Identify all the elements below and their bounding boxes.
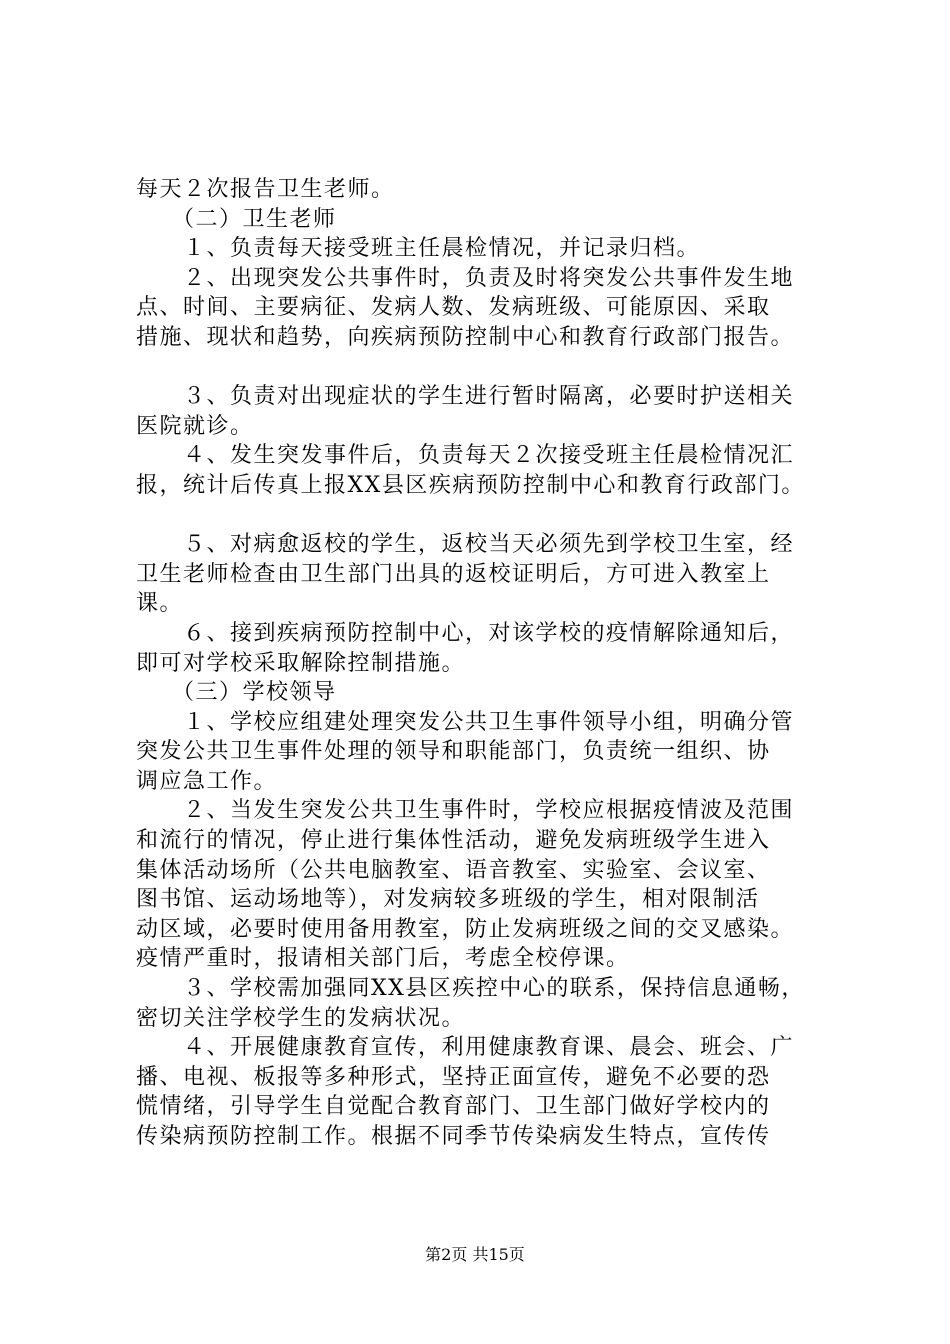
text-line: ３、学校需加强同XX县区疾控中心的联系，保持信息通畅，: [136, 976, 805, 1002]
text-line: １、学校应组建处理突发公共卫生事件领导小组，明确分管: [136, 709, 795, 735]
text-line: ２、出现突发公共事件时，负责及时将突发公共事件发生地: [136, 265, 795, 291]
text-line: 慌情绪，引导学生自觉配合教育部门、卫生部门做好学校内的: [136, 1094, 771, 1120]
text-line: ２、当发生突发公共卫生事件时，学校应根据疫情波及范围: [136, 798, 795, 824]
text-line: 报，统计后传真上报XX县区疾病预防控制中心和教育行政部门。: [136, 472, 805, 498]
text-line: ４、开展健康教育宣传，利用健康教育课、晨会、班会、广: [136, 1035, 795, 1061]
text-line: 卫生老师检查由卫生部门出具的返校证明后，方可进入教室上: [136, 561, 771, 587]
text-line: 播、电视、板报等多种形式，坚持正面宣传，避免不必要的恐: [136, 1064, 771, 1090]
text-line: 每天２次报告卫生老师。: [136, 177, 395, 202]
text-line: 突发公共卫生事件处理的领导和职能部门，负责统一组织、协: [136, 739, 771, 765]
text-line: 调应急工作。: [136, 768, 278, 794]
text-line: 措施、现状和趋势，向疾病预防控制中心和教育行政部门报告。: [136, 324, 795, 350]
text-line: 医院就诊。: [136, 413, 254, 439]
text-line: 图书馆、运动场地等），对发病较多班级的学生，相对限制活: [136, 887, 760, 913]
text-line: 动区域，必要时使用备用教室，防止发病班级之间的交叉感染。: [136, 916, 795, 942]
text-line: 密切关注学校学生的发病状况。: [136, 1005, 466, 1031]
text-line: ６、接到疾病预防控制中心，对该学校的疫情解除通知后，: [136, 620, 795, 646]
text-line: （三）学校领导: [136, 680, 337, 706]
text-line: 疫情严重时，报请相关部门后，考虑全校停课。: [136, 946, 630, 972]
blank-line: [136, 353, 836, 383]
text-line: 课。: [136, 591, 184, 617]
text-line: ３、负责对出现症状的学生进行暂时隔离，必要时护送相关: [136, 384, 795, 410]
page-footer: 第2页 共15页: [425, 1245, 525, 1264]
blank-line: [136, 501, 836, 531]
text-line: 和流行的情况，停止进行集体性活动，避免发病班级学生进入: [136, 828, 771, 854]
text-line: １、负责每天接受班主任晨检情况，并记录归档。: [136, 236, 701, 262]
text-line: ５、对病愈返校的学生，返校当天必须先到学校卫生室，经: [136, 532, 795, 558]
text-line: 点、时间、主要病征、发病人数、发病班级、可能原因、采取: [136, 295, 771, 321]
text-line: 集体活动场所（公共电脑教室、语音教室、实验室、会议室、: [136, 857, 771, 883]
text-line: 即可对学校采取解除控制措施。: [136, 650, 466, 676]
text-line: （二）卫生老师: [136, 206, 337, 232]
text-line: ４、发生突发事件后，负责每天２次接受班主任晨检情况汇: [136, 443, 795, 469]
document-body: [136, 175, 836, 1152]
text-line: 传染病预防控制工作。根据不同季节传染病发生特点，宣传传: [136, 1124, 771, 1149]
